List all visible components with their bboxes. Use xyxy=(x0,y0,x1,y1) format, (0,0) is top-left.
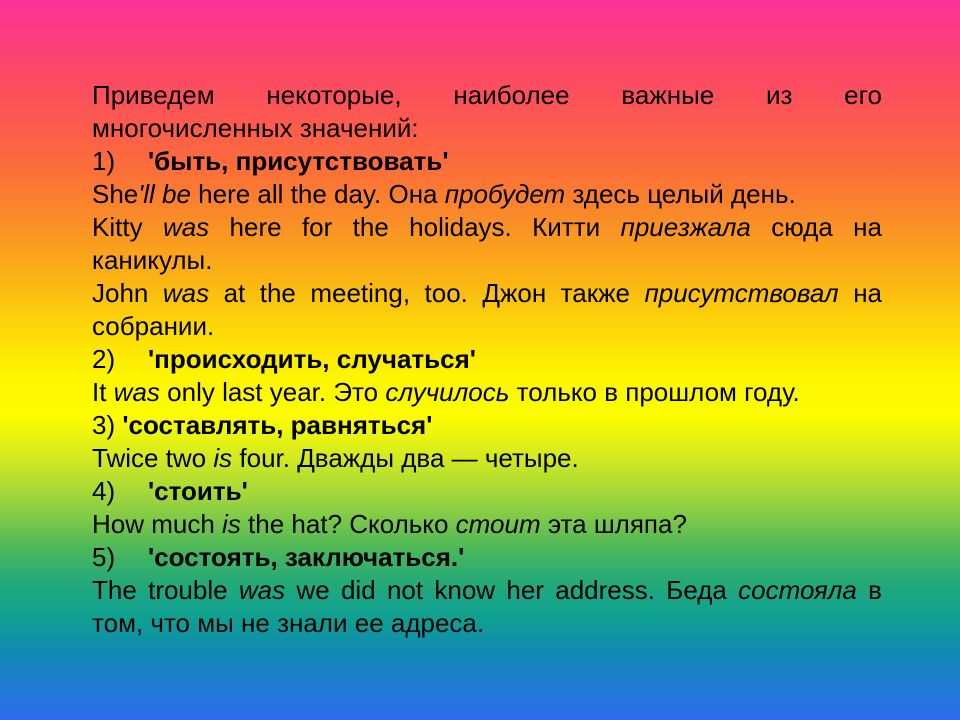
text-segment: 4) xyxy=(92,476,116,506)
example-4a-line xyxy=(92,508,882,541)
example-1b-line xyxy=(92,244,882,277)
meaning-3-heading xyxy=(92,409,882,442)
text-segment: Twice two xyxy=(92,443,214,473)
text-segment: 5) xyxy=(92,542,116,572)
text-segment: only last year. Это xyxy=(159,377,386,407)
meaning-5-heading-line xyxy=(92,541,882,574)
slide-textbox xyxy=(92,79,882,640)
text-segment: was xyxy=(162,212,210,242)
text-segment: 'll be xyxy=(138,179,191,209)
text-segment: 2) xyxy=(92,344,116,374)
text-segment: состояла xyxy=(738,575,857,605)
example-5a-line xyxy=(92,574,882,607)
text-segment: приезжала xyxy=(620,212,751,242)
text-segment: 'составлять, равняться' xyxy=(122,410,433,440)
text-segment: 'стоить' xyxy=(148,476,248,506)
text-segment: is xyxy=(222,509,241,539)
text-segment: эта шляпа? xyxy=(540,509,687,539)
example-1b xyxy=(92,211,882,277)
text-segment: How much xyxy=(92,509,223,539)
text-segment: 3) xyxy=(92,410,123,440)
example-2a-line xyxy=(92,376,882,409)
text-segment: случилось xyxy=(385,377,510,407)
meaning-4-heading-line xyxy=(92,475,882,508)
example-1c-line xyxy=(92,310,882,343)
text-segment: 'происходить, случаться' xyxy=(148,344,476,374)
example-4a xyxy=(92,508,882,541)
text-segment: 'быть, присутствовать' xyxy=(148,146,449,176)
example-3a xyxy=(92,442,882,475)
text-segment: She xyxy=(92,179,139,209)
text-segment: том, что мы не знали ее адреса. xyxy=(92,608,485,638)
text-segment: was xyxy=(238,575,286,605)
text-segment: Kitty xyxy=(92,212,163,242)
example-1b-line xyxy=(92,211,882,244)
text-segment: is xyxy=(213,443,233,473)
meaning-2-heading xyxy=(92,343,882,376)
text-segment: стоит xyxy=(455,509,541,539)
intro-paragraph-line xyxy=(92,79,882,112)
text-segment: the hat? Сколько xyxy=(240,509,456,539)
meaning-3-heading-line xyxy=(92,409,882,442)
text-segment: сюда на xyxy=(750,212,882,242)
text-segment: 1) xyxy=(92,146,116,176)
example-2a xyxy=(92,376,882,409)
example-1a xyxy=(92,178,882,211)
text-segment: here for the holidays. Китти xyxy=(209,212,621,242)
meaning-5-heading xyxy=(92,541,882,574)
text-segment: собрании. xyxy=(92,311,215,341)
text-segment: Приведем некоторые, наиболее важные из его xyxy=(92,80,882,110)
text-segment: The trouble xyxy=(92,575,239,605)
example-1c-line xyxy=(92,277,882,310)
example-1c xyxy=(92,277,882,343)
text-segment: здесь целый день. xyxy=(565,179,796,209)
text-segment: John xyxy=(92,278,163,308)
text-segment: каникулы. xyxy=(92,245,213,275)
intro-paragraph-line xyxy=(92,112,882,145)
text-segment: 'состоять, заключаться.' xyxy=(148,542,465,572)
text-segment: It xyxy=(92,377,114,407)
intro-paragraph xyxy=(92,79,882,145)
text-segment: here all the day. Она xyxy=(190,179,445,209)
text-segment: was xyxy=(162,278,210,308)
text-segment: присутствовал xyxy=(644,278,839,308)
text-segment: at the meeting, too. Джон также xyxy=(209,278,645,308)
example-5a xyxy=(92,574,882,640)
example-1a-line xyxy=(92,178,882,211)
example-3a-line xyxy=(92,442,882,475)
text-segment: was xyxy=(113,377,160,407)
text-segment: на xyxy=(838,278,883,308)
meaning-2-heading-line xyxy=(92,343,882,376)
text-segment: four. Дважды два — четыре. xyxy=(232,443,579,473)
meaning-1-heading-line xyxy=(92,145,882,178)
text-segment: we did not know her address. Беда xyxy=(285,575,739,605)
text-segment: пробудет xyxy=(444,179,566,209)
meaning-4-heading xyxy=(92,475,882,508)
example-5a-line xyxy=(92,607,882,640)
text-segment: многочисленных значений: xyxy=(92,113,419,143)
text-segment: в xyxy=(856,575,882,605)
text-segment: только в прошлом году. xyxy=(509,377,800,407)
meaning-1-heading xyxy=(92,145,882,178)
